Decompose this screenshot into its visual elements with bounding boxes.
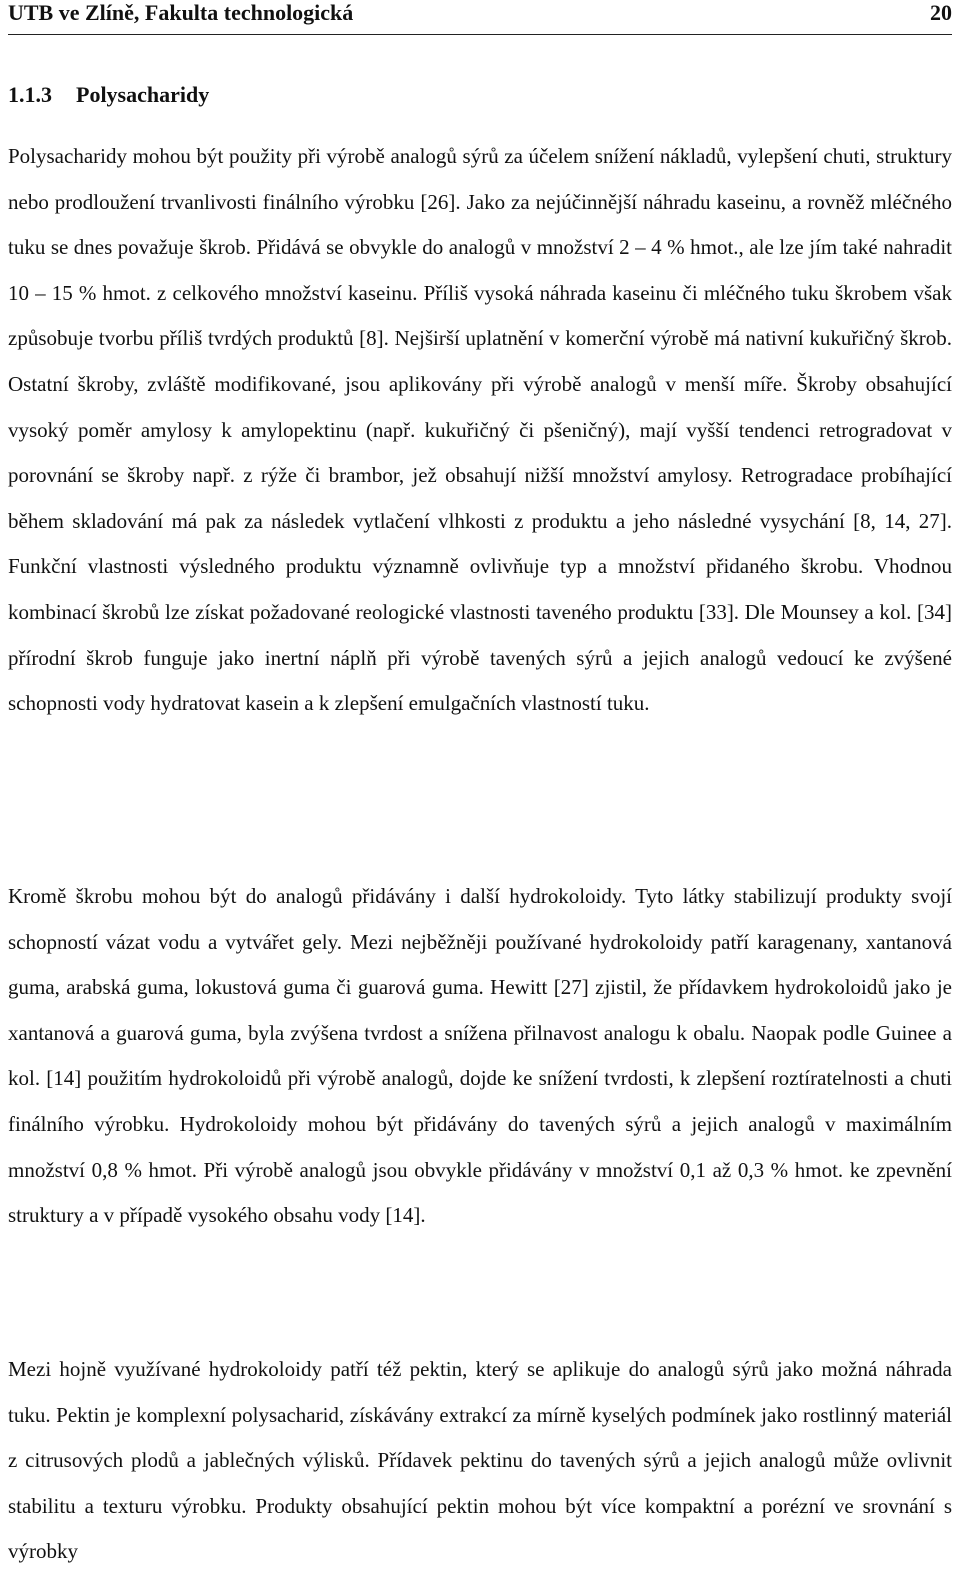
running-title: UTB ve Zlíně, Fakulta technologická: [8, 0, 354, 25]
page-number: 20: [930, 0, 952, 25]
section-title: Polysacharidy: [76, 82, 210, 107]
section-number: 1.1.3: [8, 82, 52, 107]
paragraph-1: Polysacharidy mohou být použity při výrobě analogů sýrů za účelem snížení nákladů, vylepšení chuti, struktury nebo prodloužení trvanlivosti finálního výrobku [26]. Jako za nejúčinnější náhradu kaseinu, a rovněž mléčného tuku se dnes považuje škrob. Přidává se obvykle do analogů v množství 2 – 4 % hmot., ale lze jím také nahradit 10 – 15 % hmot. z celkového množství kaseinu. Příliš vysoká náhrada kaseinu či mléčného tuku škrobem však způsobuje tvorbu příliš tvrdých produktů [8]. Nejširší uplatnění v komerční výrobě má nativní kukuřičný škrob. Ostatní škroby, zvláště modifikované, jsou aplikovány při výrobě analogů v menší míře. Škroby obsahující vysoký poměr amylosy k amylopektinu (např. kukuřičný či pšeničný), mají vyšší tendenci retrogradovat v porovnání se škroby např. z rýže či brambor, jež obsahují nižší množství amylosy. Retrogradace probíhající během skladování má pak za následek vytlačení vlhkosti z produktu a jeho následné vysychání [8, 14, 27]. Funkční vlastnosti výsledného produktu významně ovlivňuje typ a množství přidaného škrobu. Vhodnou kombinací škrobů lze získat požadované reologické vlastnosti taveného produktu [33]. Dle Mounsey a kol. [34] přírodní škrob funguje jako inertní náplň při výrobě tavených sýrů a jejich analogů vedoucí ke zvýšené schopnosti vody hydratovat kasein a k zlepšení emulgačních vlastností tuku.: [8, 144, 952, 716]
page-header: [8, 0, 952, 35]
section-heading: [8, 80, 209, 110]
paragraph-3: Mezi hojně využívané hydrokoloidy patří též pektin, který se aplikuje do analogů sýrů jako možná náhrada tuku. Pektin je komplexní polysacharid, získávány extrakcí za mírně kyselých podmínek jako rostlinný materiál z citrusových plodů a jablečných výlisků. Přídavek pektinu do tavených sýrů a jejich analogů může ovlivnit stabilitu a texturu výrobku. Produkty obsahující pektin mohou být více kompaktní a porézní ve srovnání s výrobky: [8, 1357, 952, 1564]
paragraph-2: Kromě škrobu mohou být do analogů přidávány i další hydrokoloidy. Tyto látky stabilizují produkty svojí schopností vázat vodu a vytvářet gely. Mezi nejběžněji používané hydrokoloidy patří karagenany, xantanová guma, arabská guma, lokustová guma či guarová guma. Hewitt [27] zjistil, že přídavkem hydrokoloidů jako je xantanová a guarová guma, byla zvýšena tvrdost a snížena přilnavost analogu k obalu. Naopak podle Guinee a kol. [14] použitím hydrokoloidů při výrobě analogů, dojde ke snížení tvrdosti, k zlepšení roztíratelnosti a chuti finálního výrobku. Hydrokoloidy mohou být přidávány do tavených sýrů a jejich analogů v maximálním množství 0,8 % hmot. Při výrobě analogů jsou obvykle přidávány v množství 0,1 až 0,3 % hmot. ke zpevnění struktury a v případě vysokého obsahu vody [14].: [8, 884, 952, 1228]
